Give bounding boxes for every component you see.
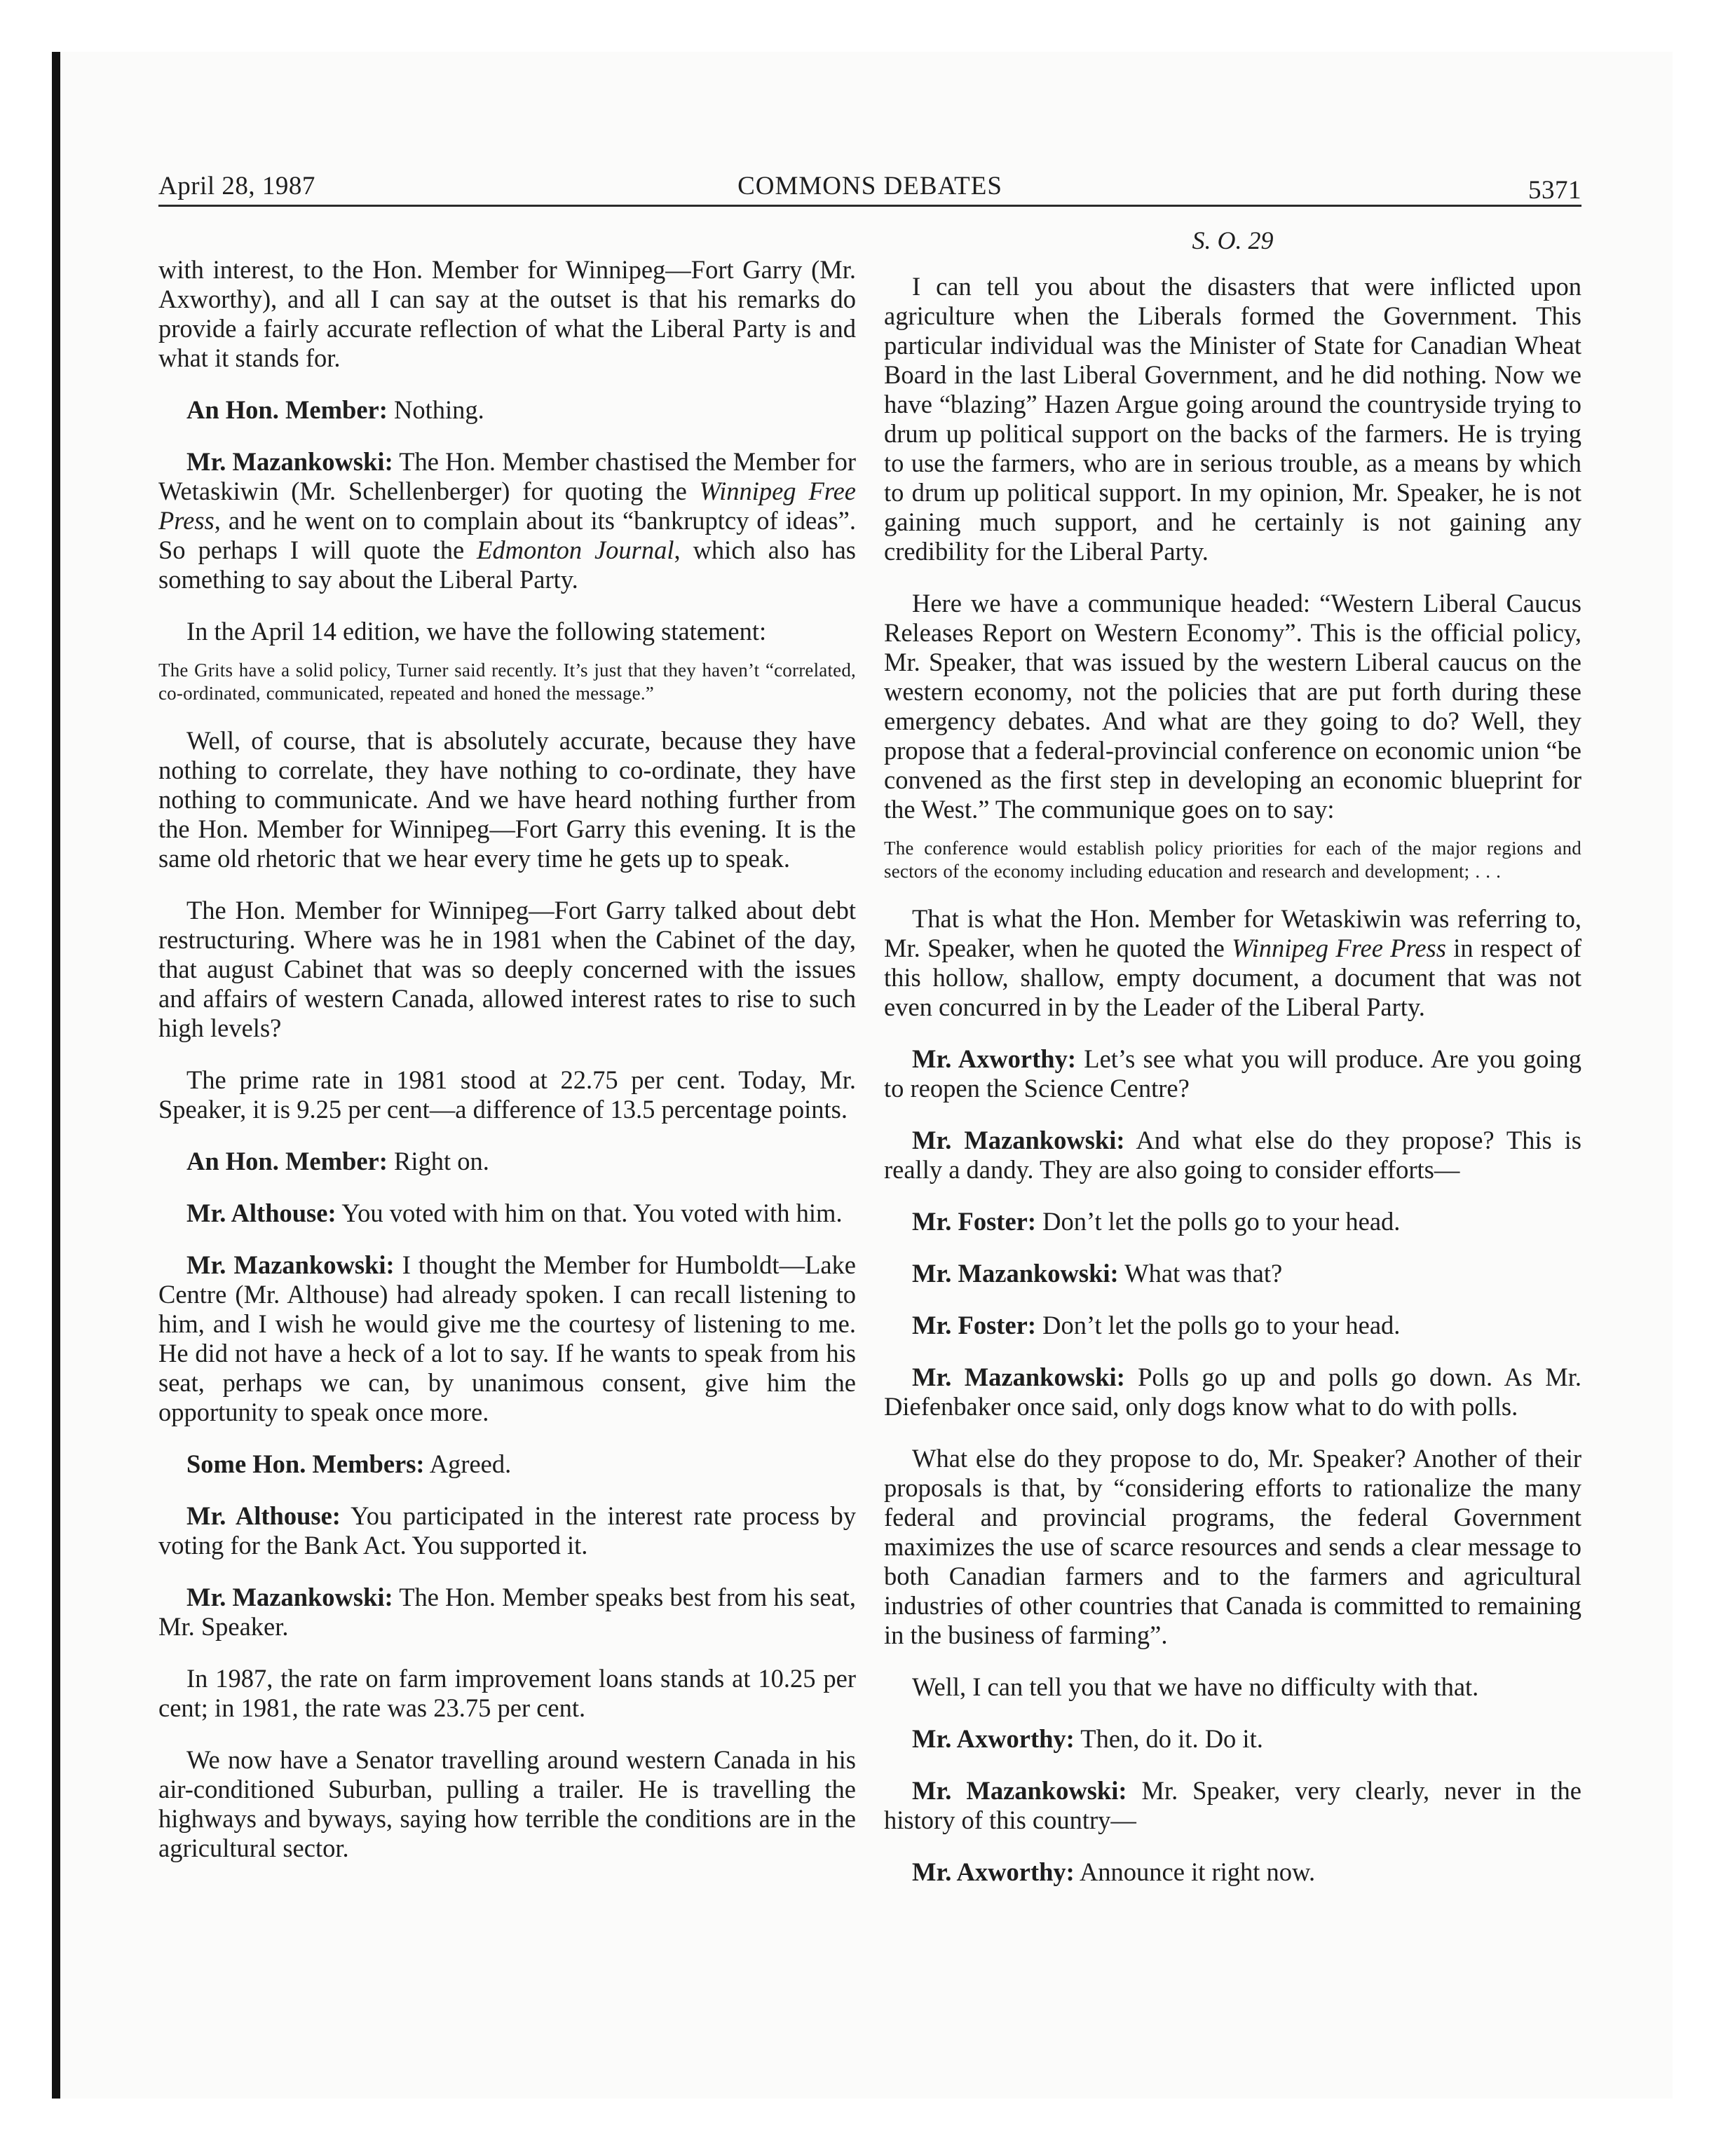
paragraph: In the April 14 edition, we have the following statement: <box>186 617 767 646</box>
paragraph: What else do they propose to do, Mr. Speaker? Another of their proposals is that, by “considering efforts to rationalize the many federal and provincial programs, the federal Government maximizes the use of scarce resources and sends a clear message to both Canadian farmers and to the farmers and agricultural industries of other countries that Canada is committed to remaining in the business of farming”. <box>884 1444 1581 1649</box>
speaker-paragraph: Mr. Mazankowski: Polls go up and polls go down. As Mr. Diefenbaker once said, only dogs know what to do with polls. <box>884 1363 1581 1421</box>
paragraph: I can tell you about the disasters that were inflicted upon agriculture when the Liberals formed the Government. This particular individual was the Minister of State for Canadian Wheat Board in the last Liberal Government, and he did nothing. Now we have “blazing” Hazen Argue going around the countryside trying to drum up political support on the backs of the farmers. He is trying to use the farmers, who are in serious trouble, as a means by which to drum up political support. In my opinion, Mr. Speaker, he is not gaining much support, and he certainly is not gaining any credibility for the Liberal Party. <box>884 272 1581 566</box>
standing-order-heading: S. O. 29 <box>1192 226 1274 254</box>
page-number: 5371 <box>1528 176 1581 205</box>
paragraph: In 1987, the rate on farm improvement loans stands at 10.25 per cent; in 1981, the rate was 23.75 per cent. <box>158 1664 856 1722</box>
speaker-name: Mr. Althouse: <box>186 1501 341 1530</box>
block-quote: The Grits have a solid policy, Turner said recently. It’s just that they haven’t “correlated, co-ordinated, communicated, repeated and honed the message.” <box>158 660 856 704</box>
paragraph: with interest, to the Hon. Member for Winnipeg—Fort Garry (Mr. Axworthy), and all I can say at the outset is that his remarks do provide a fairly accurate reflection of what the Liberal Party is and what it stands for. <box>158 255 856 372</box>
block-quote: The conference would establish policy priorities for each of the major regions and sectors of the economy including education and research and development; . . . <box>884 838 1581 882</box>
paragraph: We now have a Senator travelling around western Canada in his air-conditioned Suburban, pulling a trailer. He is travelling the highways and byways, saying how terrible the conditions are in the agricultural sector. <box>158 1745 856 1862</box>
speaker-name: Mr. Althouse: <box>186 1199 336 1227</box>
paragraph: The prime rate in 1981 stood at 22.75 per cent. Today, Mr. Speaker, it is 9.25 per cent—a difference of 13.5 percentage points. <box>158 1065 856 1124</box>
speaker-paragraph: Mr. Mazankowski: The Hon. Member chastised the Member for Wetaskiwin (Mr. Schellenberger) for quoting the Winnipeg Free Press, and he went on to complain about its “bankruptcy of ideas”. So perhaps I will quote the Edmonton Journal, which also has something to say about the Liberal Party. <box>158 447 857 594</box>
speaker-name: Mr. Mazankowski: <box>186 447 393 476</box>
speaker-paragraph: Mr. Axworthy: Announce it right now. <box>912 1857 1316 1886</box>
right-column <box>884 226 1581 1909</box>
speaker-name: Mr. Mazankowski: <box>912 1126 1125 1154</box>
speaker-name: An Hon. Member: <box>186 1147 388 1175</box>
speaker-paragraph: An Hon. Member: Right on. <box>186 1147 489 1175</box>
paragraph: Well, of course, that is absolutely accurate, because they have nothing to correlate, they have nothing to co-ordinate, they have nothing to communicate. And we have heard nothing further from the Hon. Member for Winnipeg—Fort Garry this evening. It is the same old rhetoric that we hear every time he gets up to speak. <box>158 726 856 873</box>
paragraph: That is what the Hon. Member for Wetaskiwin was referring to, Mr. Speaker, when he quoted the Winnipeg Free Press in respect of this hollow, shallow, empty document, a document that was not even concurred in by the Leader of the Liberal Party. <box>884 904 1581 1021</box>
speaker-name: Mr. Foster: <box>912 1311 1037 1339</box>
speaker-paragraph: An Hon. Member: Nothing. <box>186 395 484 424</box>
speaker-paragraph: Mr. Mazankowski: I thought the Member for Humboldt—Lake Centre (Mr. Althouse) had already spoken. I can recall listening to him, and I wish he would give me the courtesy of listening to me. He did not have a heck of a lot to say. If he wants to speak from his seat, perhaps we can, by unanimous consent, give him the opportunity to speak once more. <box>158 1250 856 1426</box>
speaker-paragraph: Mr. Mazankowski: And what else do they propose? This is really a dandy. They are also going to consider efforts— <box>884 1126 1581 1184</box>
header-title: COMMONS DEBATES <box>737 172 1002 200</box>
paragraph: Well, I can tell you that we have no difficulty with that. <box>912 1672 1479 1701</box>
speaker-name: Mr. Mazankowski: <box>912 1259 1119 1288</box>
speaker-name: Mr. Mazankowski: <box>912 1363 1125 1391</box>
speaker-paragraph: Mr. Althouse: You voted with him on that. You voted with him. <box>186 1199 843 1227</box>
speaker-paragraph: Mr. Foster: Don’t let the polls go to your head. <box>912 1207 1401 1236</box>
speaker-name: Mr. Axworthy: <box>912 1857 1075 1886</box>
speaker-paragraph: Mr. Mazankowski: What was that? <box>912 1259 1283 1288</box>
page-header <box>158 165 1581 207</box>
speaker-name: Mr. Mazankowski: <box>912 1776 1127 1805</box>
speaker-name: Some Hon. Members: <box>186 1449 425 1478</box>
paragraph: Here we have a communique headed: “Western Liberal Caucus Releases Report on Western Economy”. This is the official policy, Mr. Speaker, that was issued by the western Liberal caucus on the western economy, not the policies that are put forth during these emergency debates. And what are they going to do? Well, they propose that a federal-provincial conference on economic union “be convened as the first step in developing an economic blueprint for the West.” The communique goes on to say: <box>884 589 1581 824</box>
speaker-paragraph: Mr. Althouse: You participated in the interest rate process by voting for the Bank Act. You supported it. <box>158 1501 856 1560</box>
speaker-paragraph: Mr. Mazankowski: The Hon. Member speaks best from his seat, Mr. Speaker. <box>158 1583 856 1641</box>
speaker-paragraph: Mr. Axworthy: Let’s see what you will produce. Are you going to reopen the Science Centre? <box>884 1044 1581 1103</box>
speaker-name: Mr. Foster: <box>912 1207 1037 1236</box>
speaker-name: Mr. Mazankowski: <box>186 1583 393 1611</box>
speaker-paragraph: Mr. Axworthy: Then, do it. Do it. <box>912 1724 1263 1753</box>
speaker-paragraph: Mr. Mazankowski: Mr. Speaker, very clearly, never in the history of this country— <box>884 1776 1581 1834</box>
left-column <box>158 255 856 1885</box>
paragraph: The Hon. Member for Winnipeg—Fort Garry talked about debt restructuring. Where was he in 1981 when the Cabinet of the day, that august Cabinet that was so deeply concerned with the issues and affairs of western Canada, allowed interest rates to rise to such high levels? <box>158 896 856 1042</box>
speaker-name: Mr. Axworthy: <box>912 1724 1075 1753</box>
speaker-name: An Hon. Member: <box>186 395 388 424</box>
speaker-paragraph: Some Hon. Members: Agreed. <box>186 1449 512 1478</box>
speaker-paragraph: Mr. Foster: Don’t let the polls go to your head. <box>912 1311 1401 1339</box>
header-date: April 28, 1987 <box>158 172 315 200</box>
scan-edge <box>52 52 60 2099</box>
speaker-name: Mr. Mazankowski: <box>186 1250 395 1279</box>
speaker-name: Mr. Axworthy: <box>912 1044 1076 1073</box>
